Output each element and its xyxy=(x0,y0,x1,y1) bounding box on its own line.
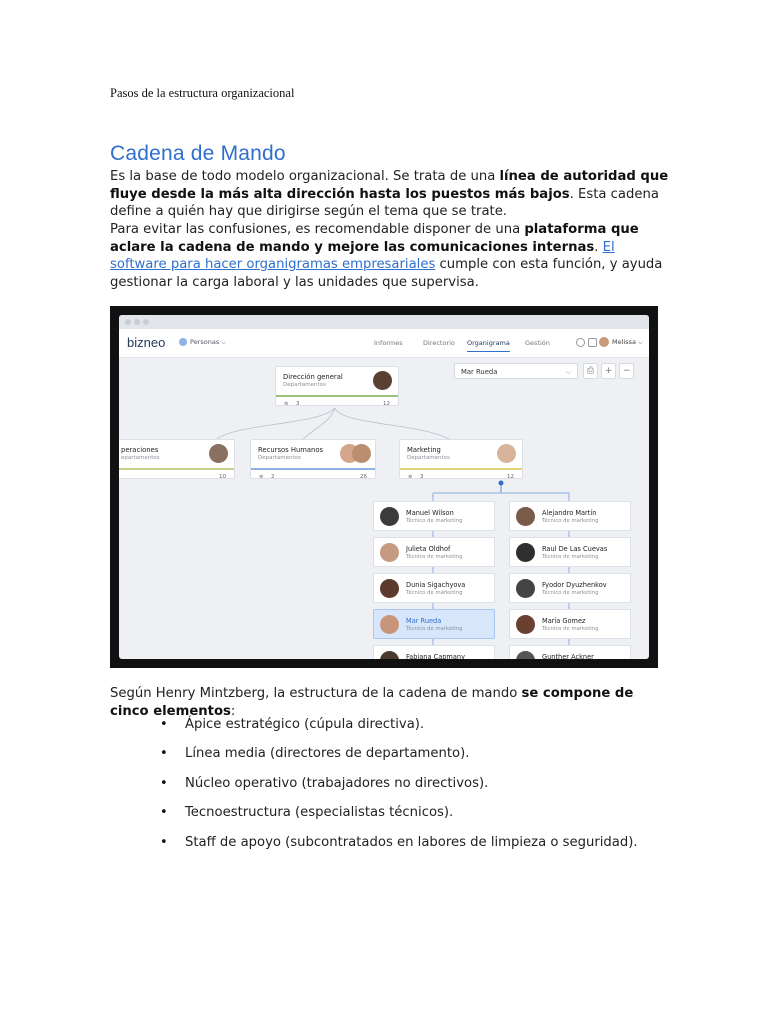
dept-count: 3 xyxy=(296,401,300,407)
bold-text: línea de autoridad que fluye desde la más alta dirección hasta los puestos más bajos xyxy=(110,169,669,202)
employee-name: Alejandro Martín xyxy=(542,509,597,517)
employee-role: Técnico de marketing xyxy=(542,554,599,560)
text: Es la base de todo modelo organizacional. Se trata de una xyxy=(110,169,500,184)
avatar xyxy=(516,579,535,598)
team-icon: ≋ xyxy=(284,401,289,407)
employee-role: Técnico de marketing xyxy=(406,590,463,596)
text: Según Henry Mintzberg, la estructura de la cadena de mando xyxy=(110,686,522,701)
employee-name: Mar Rueda xyxy=(406,617,442,625)
dept-people-count: 12 xyxy=(507,474,514,480)
employee-name: Fabiana Capmany xyxy=(406,653,465,659)
team-icon: ≋ xyxy=(408,474,413,480)
connector-line xyxy=(335,408,449,439)
connector-line xyxy=(217,408,335,439)
avatar xyxy=(380,543,399,562)
nav-gestion[interactable]: Gestión xyxy=(525,339,550,347)
paragraph-platform xyxy=(110,221,670,291)
nav-informes[interactable]: Informes xyxy=(374,339,403,347)
dept-card[interactable] xyxy=(275,366,399,406)
employee-role: Técnico de marketing xyxy=(542,518,599,524)
employee-card[interactable] xyxy=(373,501,495,531)
paragraph-intro xyxy=(110,168,670,221)
employee-name: Julieta Oldhof xyxy=(406,545,451,553)
dept-color-bar xyxy=(119,468,234,470)
avatar xyxy=(380,507,399,526)
dept-sub: epartamentos xyxy=(121,455,160,461)
dept-card[interactable] xyxy=(119,439,235,479)
app-window xyxy=(119,315,649,659)
employee-card[interactable] xyxy=(509,501,631,531)
avatar xyxy=(516,615,535,634)
org-chart-screenshot xyxy=(110,306,658,668)
employee-card-selected[interactable] xyxy=(373,609,495,639)
employee-card[interactable] xyxy=(509,537,631,567)
text: Para evitar las confusiones, es recomendable disponer de una xyxy=(110,222,525,237)
dept-sub: Departamentos xyxy=(258,455,301,461)
employee-name: Gunther Ackner xyxy=(542,653,594,659)
list-item: • Línea media (directores de departamento). xyxy=(110,745,670,774)
dept-name: Dirección general xyxy=(283,373,343,381)
connector-line xyxy=(303,408,335,439)
section-heading: Cadena de Mando xyxy=(110,142,286,165)
list-item: • Tecnoestructura (especialistas técnicos). xyxy=(110,804,670,833)
employee-name: María Gomez xyxy=(542,617,586,625)
select-value: Mar Rueda xyxy=(461,368,498,376)
elements-list xyxy=(110,716,670,863)
zoom-out-button[interactable]: − xyxy=(619,363,634,379)
dept-color-bar xyxy=(251,468,375,470)
employee-card[interactable] xyxy=(373,537,495,567)
nav-organigrama[interactable]: Organigrama xyxy=(467,339,510,352)
team-icon: ≋ xyxy=(259,474,264,480)
zoom-in-button[interactable]: + xyxy=(601,363,616,379)
bold-text: se compone de cinco elementos xyxy=(110,686,634,719)
employee-name: Fyodor Dyuzhenkov xyxy=(542,581,607,589)
avatar xyxy=(380,579,399,598)
avatar xyxy=(352,444,371,463)
employee-role: Técnico de marketing xyxy=(542,590,599,596)
text: : xyxy=(230,703,236,719)
employee-card[interactable] xyxy=(509,645,631,659)
dept-sub: Departamentos xyxy=(407,455,450,461)
employee-name: Raul De Las Cuevas xyxy=(542,545,608,553)
dept-people-count: 26 xyxy=(360,474,367,480)
paragraph-mintzberg xyxy=(110,685,670,720)
avatar xyxy=(380,651,399,659)
text: . Esta cadena define a quién hay que dirigirse según el tema que se trate. xyxy=(110,186,659,219)
dept-color-bar xyxy=(400,468,522,470)
user-name: Melissa ⌵ xyxy=(612,338,643,346)
dept-color-bar xyxy=(276,395,398,397)
print-button[interactable]: ⎙ xyxy=(583,363,598,379)
nav-directorio[interactable]: Directorio xyxy=(423,339,455,347)
dept-count: 3 xyxy=(420,474,424,480)
employee-name: Manuel Wilson xyxy=(406,509,454,517)
employee-role: Técnico de marketing xyxy=(406,554,463,560)
list-item: • Ápice estratégico (cúpula directiva). xyxy=(110,716,670,745)
employee-name: Dunia Sigachyova xyxy=(406,581,466,589)
avatar xyxy=(380,615,399,634)
people-menu-label: Personas ⌵ xyxy=(190,338,227,346)
software-link[interactable]: El software para hacer organigramas empresariales xyxy=(110,239,615,272)
dept-name: peraciones xyxy=(121,446,159,454)
text: cumple con esta función, y ayuda gestionar la carga laboral y las unidades que supervisa. xyxy=(110,257,663,290)
employee-card[interactable] xyxy=(373,573,495,603)
dept-card[interactable] xyxy=(399,439,523,479)
list-item: • Núcleo operativo (trabajadores no directivos). xyxy=(110,775,670,804)
avatar xyxy=(516,543,535,562)
avatar xyxy=(516,507,535,526)
avatar xyxy=(497,444,516,463)
chevron-down-icon: ⌵ xyxy=(565,368,571,376)
dept-name: Recursos Humanos xyxy=(258,446,324,454)
dept-sub: Departamentos xyxy=(283,382,326,388)
dept-card[interactable] xyxy=(250,439,376,479)
dept-people-count: 12 xyxy=(383,401,390,407)
avatar xyxy=(209,444,228,463)
employee-role: Técnico de marketing xyxy=(406,518,463,524)
app-logo: bizneo xyxy=(127,335,166,350)
text: . xyxy=(594,239,603,255)
document-title: Pasos de la estructura organizacional xyxy=(110,86,295,100)
employee-card[interactable] xyxy=(373,645,495,659)
employee-role: Técnico de marketing xyxy=(406,626,463,632)
bold-text: plataforma que aclare la cadena de mando y mejore las comunicaciones internas xyxy=(110,222,639,255)
dept-people-count: 10 xyxy=(219,474,226,480)
avatar xyxy=(373,371,392,390)
dept-name: Marketing xyxy=(407,446,441,454)
list-item: • Staff de apoyo (subcontratados en labores de limpieza o seguridad). xyxy=(110,834,670,863)
dept-count: 2 xyxy=(271,474,275,480)
employee-role: Técnico de marketing xyxy=(542,626,599,632)
avatar xyxy=(516,651,535,659)
employee-card[interactable] xyxy=(509,573,631,603)
employee-card[interactable] xyxy=(509,609,631,639)
connector-node xyxy=(499,481,504,486)
